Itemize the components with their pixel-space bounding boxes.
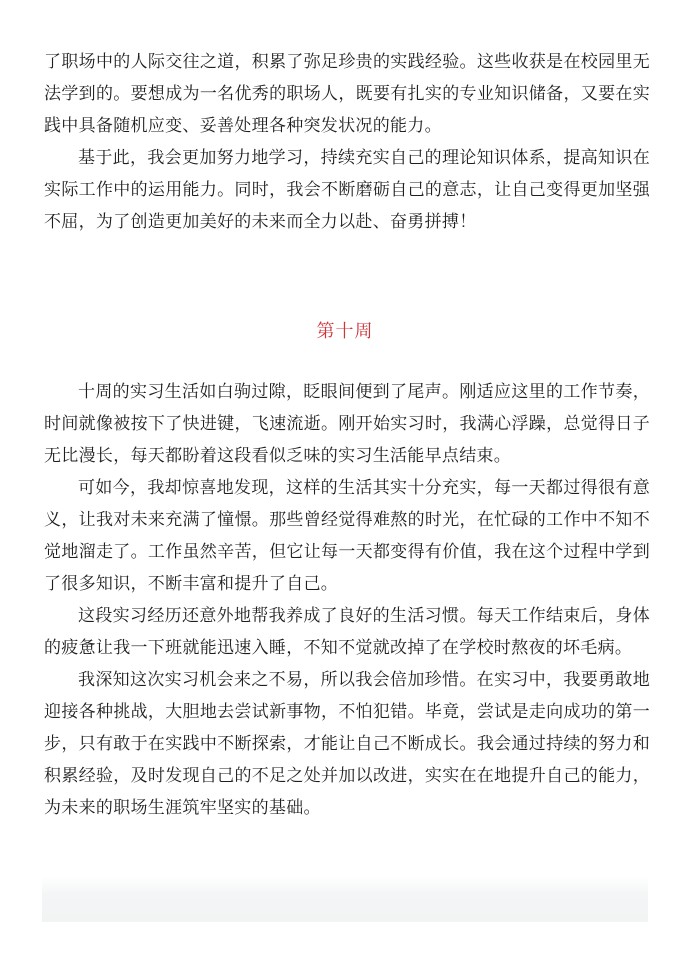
paragraph: 这段实习经历还意外地帮我养成了良好的生活习惯。每天工作结束后，身体的疲惫让我一下班就能迅速入睡，不知不觉就改掉了在学校时熬夜的坏毛病。	[44, 606, 650, 658]
page-bottom-shade	[42, 876, 648, 922]
paragraph: 我深知这次实习机会来之不易，所以我会倍加珍惜。在实习中，我要勇敢地迎接各种挑战，大胆地去尝试新事物，不怕犯错。毕竟，尝试是走向成功的第一步，只有敢于在实践中不断探索，才能让自己不断成长。我会通过持续的努力和积累经验，及时发现自己的不足之处并加以改进，实实在在地提升自己的能力，为未来的职场生涯筑牢坚实的基础。	[44, 670, 650, 818]
paragraph: 了职场中的人际交往之道，积累了弥足珍贵的实践经验。这些收获是在校园里无法学到的。要想成为一名优秀的职场人，既要有扎实的专业知识储备，又要在实践中具备随机应变、妥善处理各种突发状况的能力。	[44, 52, 650, 136]
week-ten-text	[44, 376, 650, 824]
paragraph: 十周的实习生活如白驹过隙，眨眼间便到了尾声。刚适应这里的工作节奏，时间就像被按下了快进键，飞速流逝。刚开始实习时，我满心浮躁，总觉得日子无比漫长，每天都盼着这段看似乏味的实习生活能早点结束。	[44, 382, 650, 466]
paragraph: 基于此，我会更加努力地学习，持续充实自己的理论知识体系，提高知识在实际工作中的运用能力。同时，我会不断磨砺自己的意志，让自己变得更加坚强不屈，为了创造更加美好的未来而全力以赴、奋勇拼搏！	[44, 148, 650, 232]
section-heading-week-ten: 第十周	[316, 321, 374, 342]
paragraph: 可如今，我却惊喜地发现，这样的生活其实十分充实，每一天都过得很有意义，让我对未来充满了憧憬。那些曾经觉得难熬的时光，在忙碌的工作中不知不觉地溜走了。工作虽然辛苦，但它让每一天都变得有价值，我在这个过程中学到了很多知识，不断丰富和提升了自己。	[44, 478, 650, 594]
previous-week-text	[44, 46, 650, 238]
